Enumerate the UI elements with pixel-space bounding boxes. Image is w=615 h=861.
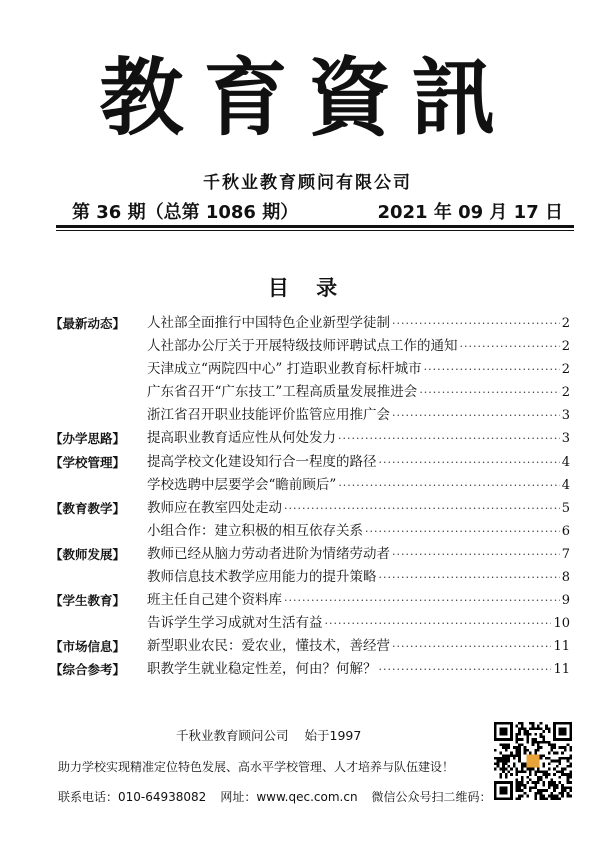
toc-page-number: 3 — [561, 408, 570, 424]
toc-entry[interactable] — [147, 520, 570, 543]
toc-entry-title[interactable]: 班主任自己建个资料库 — [147, 592, 282, 609]
toc-entry[interactable] — [147, 589, 570, 612]
toc-entry[interactable] — [147, 658, 570, 681]
toc-page-number: 7 — [561, 546, 570, 562]
toc-entry[interactable] — [147, 381, 570, 404]
toc-leader-dots — [392, 404, 560, 427]
footer-company-line — [176, 726, 361, 744]
toc-entry-title[interactable]: 提高职业教育适应性从何处发力 — [147, 430, 336, 447]
toc-leader-dots — [392, 635, 551, 658]
toc-entry-title[interactable]: 广东省召开“广东技工”工程高质量发展推进会 — [147, 384, 418, 401]
toc-entry-title[interactable]: 教师应在教室四处走动 — [147, 499, 282, 516]
toc-leader-dots — [419, 381, 559, 404]
footer-company: 千秋业教育顾问公司 — [176, 728, 289, 743]
toc-page-number: 6 — [561, 523, 570, 539]
toc-entry-title[interactable]: 学校选聘中层要学会“瞻前顾后” — [147, 476, 337, 493]
footer-founded: 始于1997 — [304, 728, 362, 743]
toc-category: 【市场信息】 — [50, 639, 126, 655]
toc-page-number: 4 — [561, 477, 570, 493]
toc-entry-title[interactable]: 小组合作：建立积极的相互依存关系 — [147, 522, 363, 539]
issue-number: 第 36 期（总第 1086 期） — [72, 202, 299, 223]
toc-entry[interactable] — [147, 612, 570, 635]
company-name: 千秋业教育顾问有限公司 — [203, 173, 412, 193]
toc-page-number: 4 — [561, 454, 570, 470]
toc-leader-dots — [325, 612, 552, 635]
toc-page-number: 11 — [553, 662, 570, 678]
toc-leader-dots — [338, 427, 560, 450]
toc-category: 【学生教育】 — [50, 593, 126, 609]
toc-row[interactable] — [50, 589, 570, 612]
footer-contact-line — [58, 788, 506, 805]
toc-entry-title[interactable]: 人社部办公厅关于开展特级技师评聘试点工作的通知 — [147, 338, 458, 355]
toc-leader-dots — [379, 658, 552, 681]
toc-category: 【学校管理】 — [50, 454, 126, 470]
footer-wechat: 微信公众号扫二维码： — [371, 790, 492, 804]
toc-category: 【教育教学】 — [50, 500, 126, 516]
toc-entry[interactable] — [147, 451, 570, 474]
toc-entry-title[interactable]: 新型职业农民：爱农业，懂技术，善经营 — [147, 638, 390, 655]
toc-page-number: 2 — [561, 385, 570, 401]
toc-title: 目 录 — [267, 276, 348, 300]
toc-entry[interactable] — [147, 543, 570, 566]
toc-row[interactable] — [50, 635, 570, 658]
toc-page-number: 11 — [553, 639, 570, 655]
toc-leader-dots — [392, 312, 560, 335]
toc-entry-title[interactable]: 告诉学生学习成就对生活有益 — [147, 615, 323, 632]
toc-leader-dots — [284, 589, 560, 612]
toc-row[interactable] — [50, 520, 570, 543]
toc-leader-dots — [379, 451, 560, 474]
toc-entry[interactable] — [147, 358, 570, 381]
toc-row[interactable] — [50, 381, 570, 404]
footer-website[interactable]: 网址：www.qec.com.cn — [220, 790, 358, 804]
toc-row[interactable] — [50, 658, 570, 681]
toc-leader-dots — [365, 520, 560, 543]
toc-category: 【综合参考】 — [50, 662, 126, 678]
toc-category: 【最新动态】 — [50, 316, 126, 331]
toc-row[interactable] — [50, 566, 570, 589]
toc-category: 【办学思路】 — [50, 431, 126, 447]
toc-page-number: 2 — [561, 339, 570, 355]
toc-page-number: 2 — [561, 316, 570, 331]
toc-row[interactable] — [50, 358, 570, 381]
toc-page-number: 8 — [561, 570, 570, 586]
toc-entry[interactable] — [147, 566, 570, 589]
header-rule-thick — [56, 225, 574, 228]
toc-row[interactable] — [50, 497, 570, 520]
toc-leader-dots — [379, 566, 560, 589]
toc-entry-title[interactable]: 提高学校文化建设知行合一程度的路径 — [147, 453, 377, 470]
toc-entry-title[interactable]: 人社部全面推行中国特色企业新型学徒制 — [147, 315, 390, 331]
toc-row[interactable] — [50, 312, 570, 335]
toc-page-number: 5 — [561, 500, 570, 516]
footer-phone: 联系电话：010-64938082 — [58, 790, 207, 804]
toc-row[interactable] — [50, 612, 570, 635]
toc-row[interactable] — [50, 474, 570, 497]
toc-leader-dots — [424, 358, 560, 381]
toc-entry[interactable] — [147, 474, 570, 497]
toc-entry[interactable] — [147, 312, 570, 335]
toc-page-number: 3 — [561, 431, 570, 447]
header-rule-thin — [56, 230, 574, 231]
toc-row[interactable] — [50, 427, 570, 450]
toc-row[interactable] — [50, 543, 570, 566]
toc-leader-dots — [460, 335, 560, 358]
toc-leader-dots — [392, 543, 560, 566]
toc-leader-dots — [338, 474, 559, 497]
toc-row[interactable] — [50, 451, 570, 474]
toc-entry-title[interactable]: 天津成立“两院四中心” 打造职业教育标杆城市 — [147, 361, 422, 378]
footer-slogan: 助力学校实现精准定位特色发展、高水平学校管理、人才培养与队伍建设！ — [58, 760, 455, 774]
toc-entry[interactable] — [147, 335, 570, 358]
issue-date: 2021 年 09 月 17 日 — [377, 202, 563, 223]
toc-row[interactable] — [50, 404, 570, 427]
toc-page-number: 10 — [553, 616, 570, 632]
toc-category: 【教师发展】 — [50, 546, 126, 562]
table-of-contents — [50, 312, 570, 682]
toc-entry[interactable] — [147, 404, 570, 427]
toc-leader-dots — [284, 497, 560, 520]
toc-entry[interactable] — [147, 497, 570, 520]
toc-row[interactable] — [50, 335, 570, 358]
toc-entry-title[interactable]: 教师已经从脑力劳动者进阶为情绪劳动者 — [147, 545, 390, 562]
toc-page-number: 9 — [561, 593, 570, 609]
toc-entry-title[interactable]: 浙江省召开职业技能评价监管应用推广会 — [147, 407, 390, 424]
masthead-title: 教育資訊 — [99, 48, 516, 147]
toc-entry-title[interactable]: 教师信息技术教学应用能力的提升策略 — [147, 569, 377, 586]
toc-entry[interactable] — [147, 427, 570, 450]
toc-page-number: 2 — [561, 362, 570, 378]
qr-code-icon[interactable] — [494, 722, 572, 800]
toc-entry[interactable] — [147, 635, 570, 658]
toc-entry-title[interactable]: 职教学生就业稳定性差，何由？何解？ — [147, 661, 377, 678]
